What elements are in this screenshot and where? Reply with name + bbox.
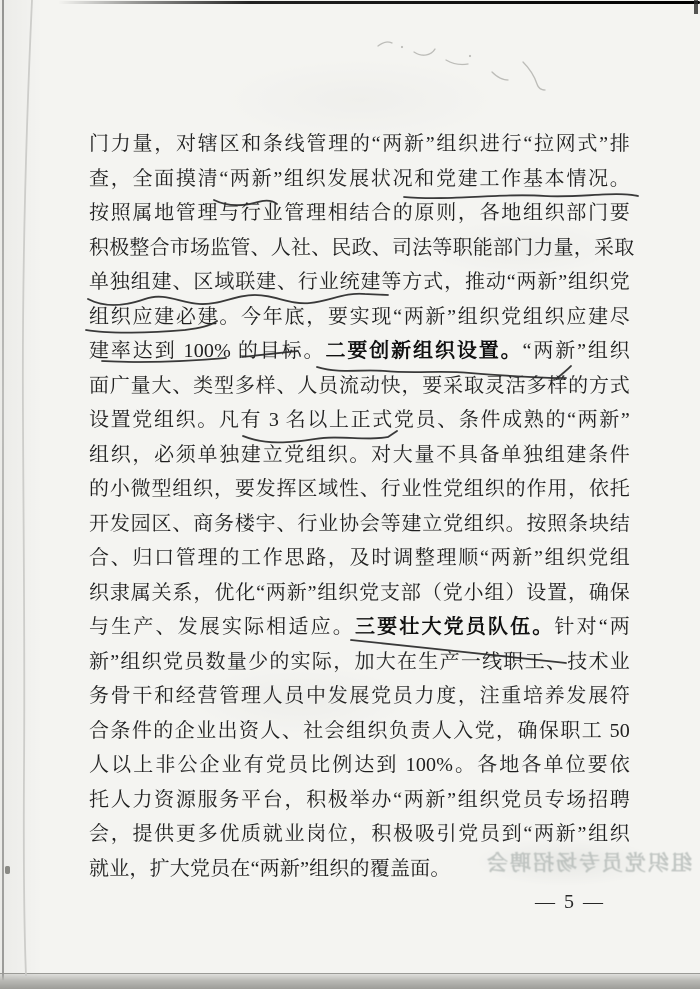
text-line-14: [89, 576, 630, 611]
body-text: 建率达到 100% 的目标。: [89, 340, 326, 362]
body-text: 面广量大、类型多样、人员流动快，要采取灵活多样的方式: [89, 374, 630, 397]
body-text: 的小微型组织，要发挥区域性、行业性党组织的作用，依托: [89, 478, 630, 500]
body-text: 按照属地管理与行业管理相结合的原则，各地组织部门要: [89, 202, 630, 224]
text-line-13: [89, 541, 630, 576]
bold-heading-text: 三要壮大党员队伍。: [354, 616, 555, 638]
body-text: 人以上非公企业有党员比例达到 100%。各地各单位要依: [89, 754, 630, 776]
body-text: 就业，扩大党员在“两新”组织的覆盖面。: [89, 857, 451, 880]
pencil-mark: [378, 42, 392, 46]
body-text: 门力量，对辖区和条线管理的“两新”组织进行“拉网式”排: [89, 133, 630, 155]
scan-edge-right-tick: [694, 0, 698, 14]
body-text: 与生产、发展实际相适应。: [89, 616, 355, 638]
page-number: — 5 —: [535, 891, 605, 913]
text-line-10: [89, 438, 630, 473]
text-line-17: [89, 679, 630, 714]
body-text: 设置党组织。凡有 3 名以上正式党员、条件成熟的“两新”: [89, 409, 630, 431]
body-text: “两新”组织: [522, 340, 630, 362]
text-line-21: [89, 817, 630, 852]
bold-heading-text: 二要创新组织设置。: [325, 340, 523, 362]
pencil-dot: [469, 55, 471, 57]
body-text: 查，全面摸清“两新”组织发展状况和党建工作基本情况。: [89, 167, 630, 190]
pencil-mark: [492, 72, 508, 80]
text-line-1: [89, 127, 630, 162]
bleedthrough-text: 组织党员专场招聘会: [485, 852, 692, 875]
body-text: 针对“两: [554, 616, 630, 638]
text-line-15: [89, 610, 630, 645]
body-text: 织隶属关系，优化“两新”组织党支部（党小组）设置，确保: [89, 581, 630, 604]
body-text: 会，提供更多优质就业岗位，积极吸引党员到“两新”组织: [89, 823, 630, 845]
text-line-4: [89, 231, 635, 266]
text-line-18: [89, 714, 630, 749]
text-column: [89, 127, 635, 886]
body-text: 务骨干和经营管理人员中发展党员力度，注重培养发展符: [89, 685, 630, 707]
body-text: 单独组建、区域联建、行业统建等方式，推动“两新”组织党: [89, 271, 630, 293]
body-text: 合条件的企业出资人、社会组织负责人入党，确保职工 50: [89, 719, 630, 742]
body-text: 积极整合市场监管、人社、民政、司法等职能部门力量，采取: [89, 236, 635, 259]
text-line-3: [89, 196, 630, 231]
body-text: 托人力资源服务平台，积极举办“两新”组织党员专场招聘: [89, 788, 630, 811]
text-line-8: [89, 369, 630, 404]
body-text: 开发园区、商务楼宇、行业协会等建立党组织。按照条块结: [89, 512, 630, 535]
text-line-16: [89, 645, 630, 680]
text-line-6: [89, 300, 630, 335]
pencil-mark: [414, 49, 435, 55]
pencil-mark: [523, 62, 545, 90]
page-curl-line: [23, 0, 32, 976]
body-text: 组织应建必建。今年底，要实现“两新”组织党组织应建尽: [89, 305, 630, 328]
text-line-12: [89, 507, 630, 542]
text-line-2: [89, 162, 630, 197]
scan-edge-bottom: [0, 973, 700, 989]
text-line-20: [89, 783, 630, 818]
text-line-9: [89, 403, 630, 438]
pencil-mark: [446, 60, 468, 65]
text-line-19: [89, 748, 630, 783]
body-text: 新”组织党员数量少的实际，加大在生产一线职工、技术业: [89, 650, 630, 673]
text-line-5: [89, 265, 630, 300]
text-line-11: [89, 472, 630, 507]
scan-speck: [5, 866, 10, 874]
text-line-7: [89, 334, 630, 369]
scan-edge-top: [58, 1, 700, 4]
scan-edge-left-line: [2, 0, 4, 989]
body-text: 组织，必须单独建立党组织。对大量不具备单独组建条件: [89, 443, 630, 466]
body-text: 合、归口管理的工作思路，及时调整理顺“两新”组织党组: [89, 547, 630, 569]
pencil-dot: [401, 46, 403, 48]
